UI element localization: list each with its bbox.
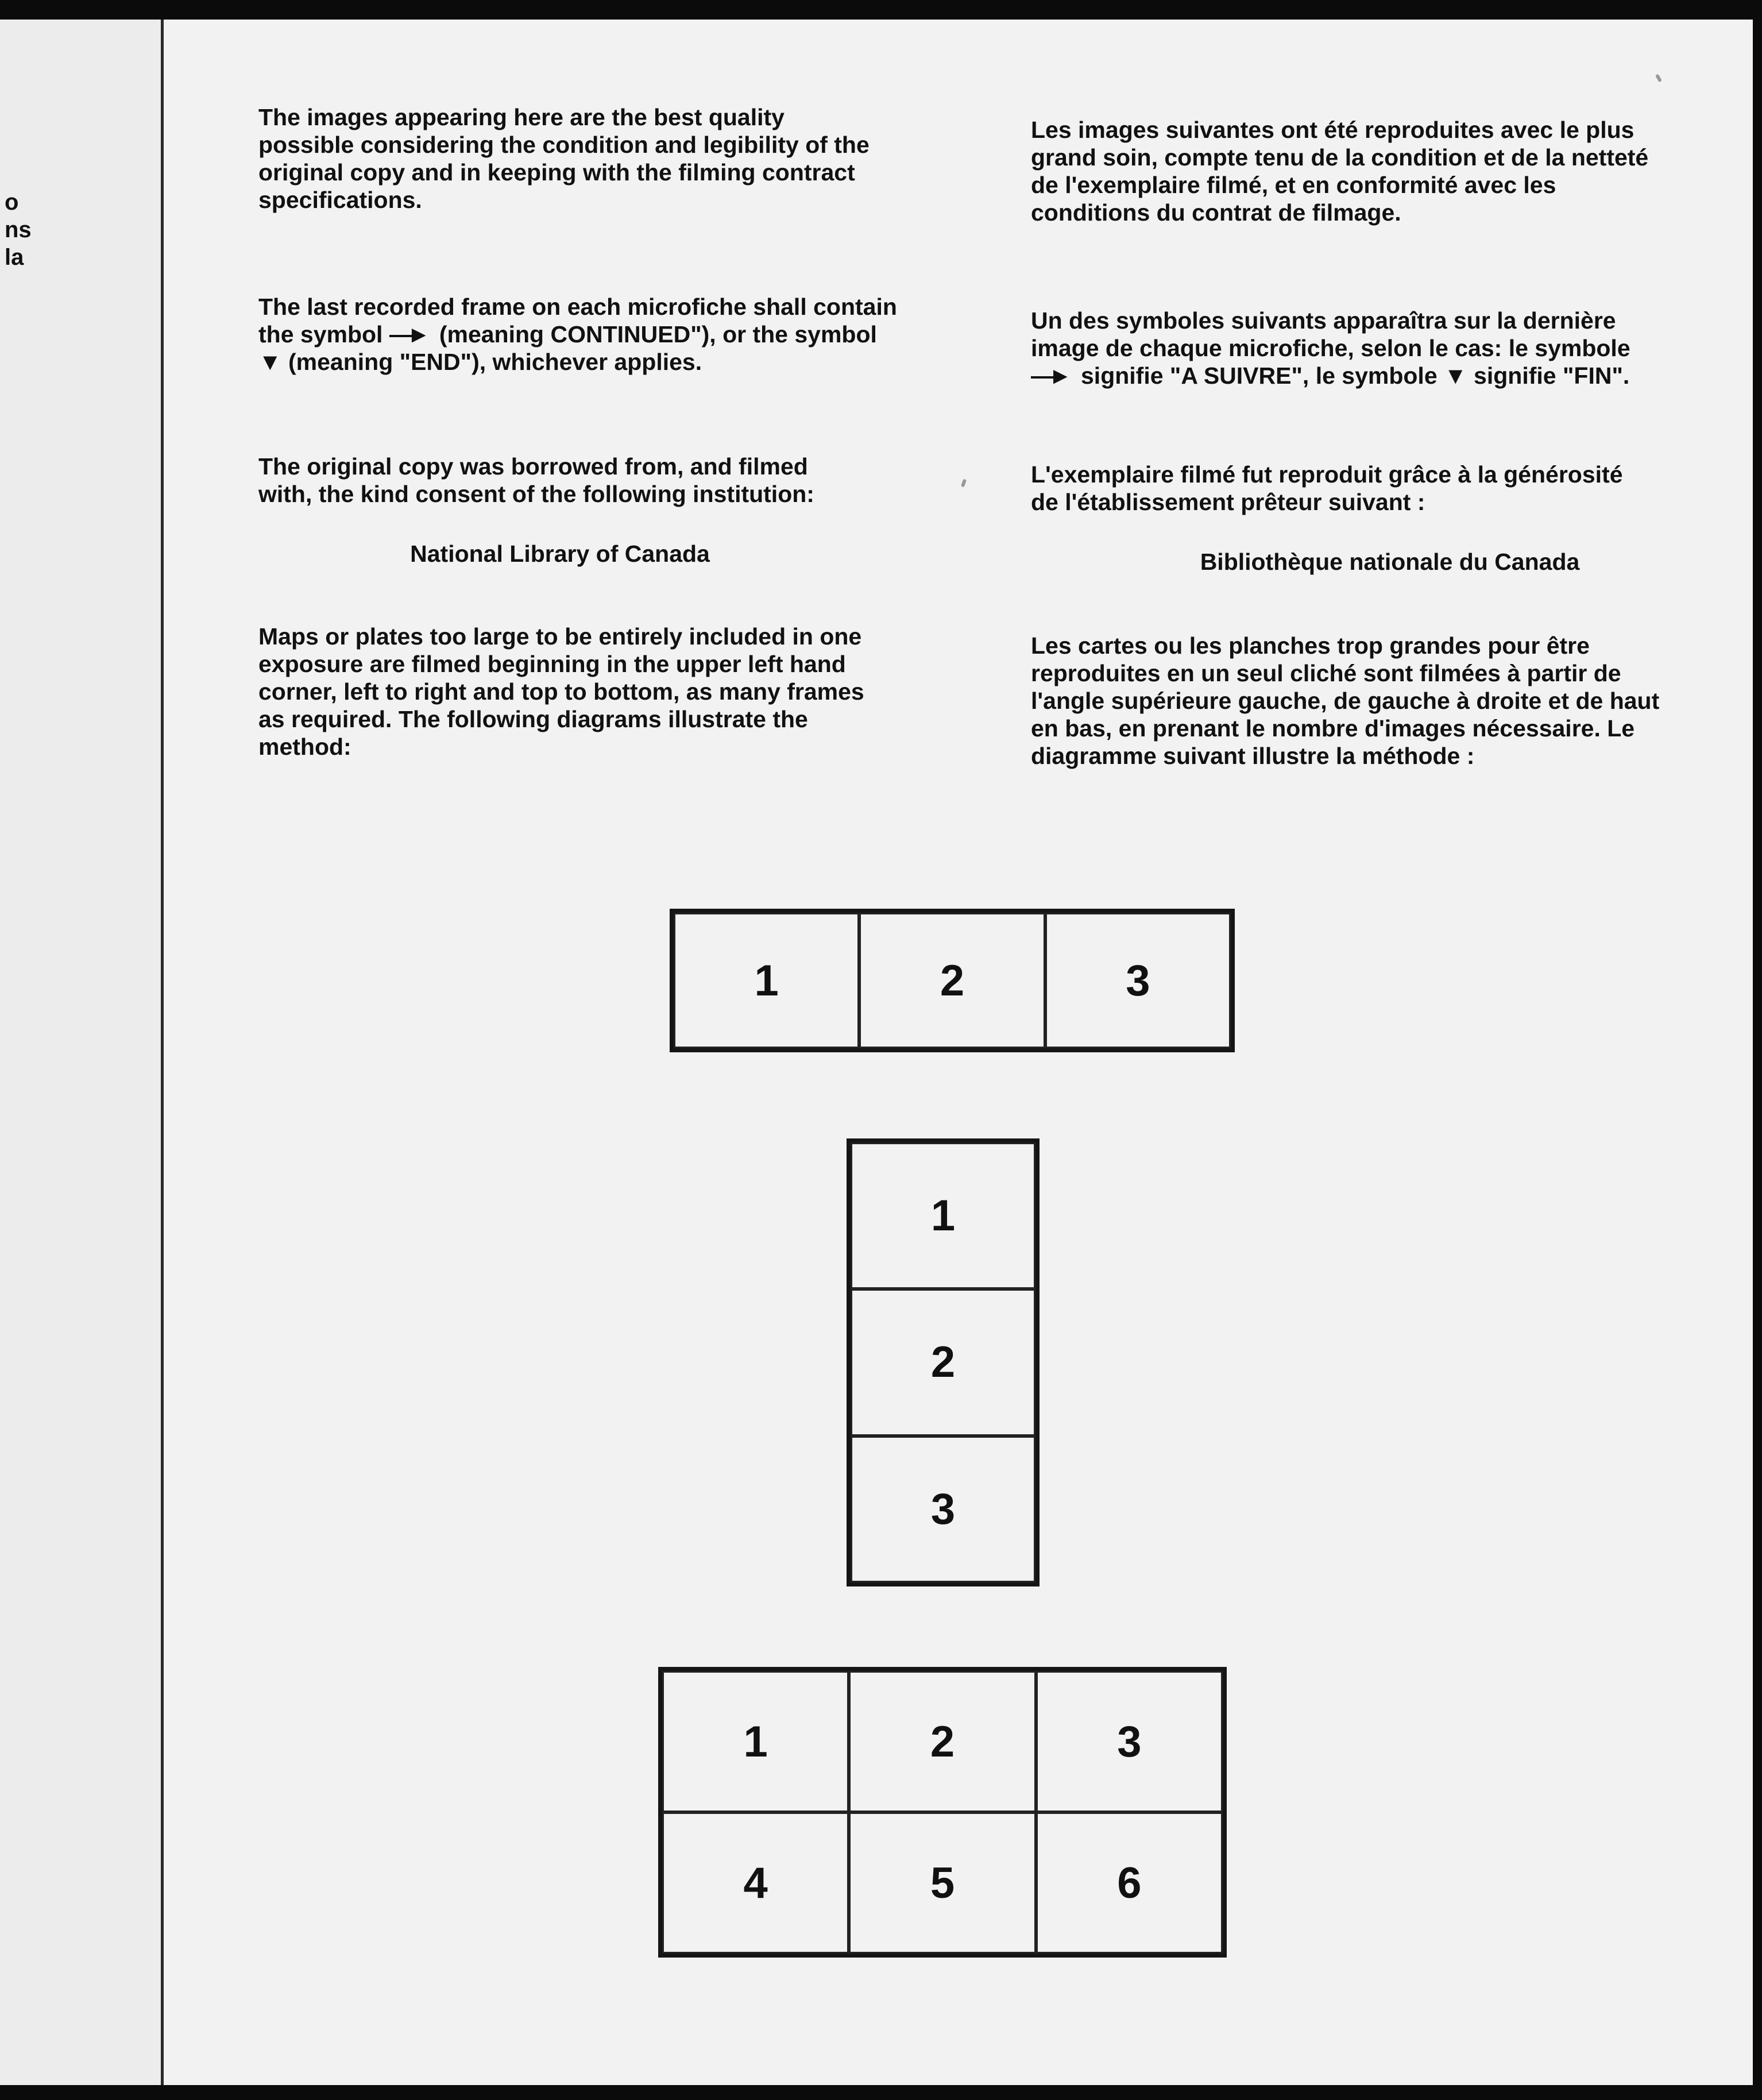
- end-triangle-icon: ▼: [1444, 362, 1467, 389]
- frame-cell: 3: [1045, 913, 1231, 1048]
- quality-paragraph-en: The images appearing here are the best quality possible considering the condition and legibility of the original copy and in keeping with the filming contract specifications.: [258, 104, 870, 213]
- symbols-text: signifie "FIN".: [1474, 362, 1630, 389]
- frame-cell: 4: [662, 1812, 849, 1954]
- frame-cell: 5: [849, 1812, 1035, 1954]
- method-paragraph-fr: Les cartes ou les planches trop grandes pour être reproduites en un seul cliché sont filmées à partir de l'angle supérieure gauche, de gauche à droite et de haut en bas, en prenant le nombre d'images nécessaire. Le diagramme suivant illustre la méthode :: [1031, 632, 1660, 769]
- institution-paragraph-en: The original copy was borrowed from, and filmed with, the kind consent of the following institution:: [258, 453, 814, 507]
- previous-page-strip: [0, 20, 164, 2085]
- institution-name-en: National Library of Canada: [410, 541, 710, 567]
- fragment-text: la: [5, 245, 24, 270]
- film-border-right: [1753, 0, 1762, 2100]
- frame-cell: 2: [851, 1289, 1035, 1435]
- film-speck: [961, 478, 967, 487]
- end-triangle-icon: ▼: [258, 349, 282, 375]
- frame-cell: 1: [674, 913, 859, 1048]
- symbols-text: (meaning CONTINUED"), or the symbol: [439, 321, 877, 348]
- symbols-text: Un des symboles suivants apparaîtra sur la dernière image de chaque microfiche, selon le cas: le symbole: [1031, 307, 1630, 361]
- symbols-text: signifie "A SUIVRE", le symbole: [1081, 362, 1438, 389]
- frame-cell: 2: [859, 913, 1045, 1048]
- diagram-horizontal: [670, 909, 1235, 1052]
- notice-page: [164, 20, 1753, 2085]
- frame-cell: 3: [851, 1436, 1035, 1582]
- frame-cell: 3: [1036, 1671, 1223, 1812]
- continued-arrow-icon: —►: [389, 321, 425, 348]
- frame-cell: 1: [851, 1142, 1035, 1289]
- symbols-paragraph-fr: [1031, 307, 1674, 389]
- method-paragraph-en: Maps or plates too large to be entirely included in one exposure are filmed beginning in the upper left hand corner, left to right and top to bottom, as many frames as required. The following diagrams illustrate the method:: [258, 623, 864, 760]
- symbols-text: The last recorded frame on each microfiche shall contain the symbol: [258, 294, 897, 348]
- institution-name-fr: Bibliothèque nationale du Canada: [1200, 549, 1580, 575]
- diagram-grid: [658, 1667, 1227, 1958]
- continued-arrow-icon: —►: [1031, 362, 1067, 389]
- quality-paragraph-fr: Les images suivantes ont été reproduites avec le plus grand soin, compte tenu de la condition et de la netteté de l'exemplaire filmé, et en conformité avec les conditions du contrat de filmage.: [1031, 117, 1649, 226]
- diagram-vertical: [847, 1138, 1040, 1586]
- frame-cell: 1: [662, 1671, 849, 1812]
- film-speck: [1655, 74, 1662, 82]
- film-border-top: [0, 0, 1762, 20]
- frame-cell: 6: [1036, 1812, 1223, 1954]
- fragment-text: ns: [5, 217, 32, 242]
- film-border-bottom: [0, 2085, 1762, 2100]
- symbols-paragraph-en: [258, 293, 902, 376]
- fragment-text: o: [5, 190, 19, 215]
- institution-paragraph-fr: L'exemplaire filmé fut reproduit grâce à la générosité de l'établissement prêteur suivant :: [1031, 461, 1623, 515]
- frame-cell: 2: [849, 1671, 1035, 1812]
- symbols-text: (meaning "END"), whichever applies.: [288, 349, 702, 375]
